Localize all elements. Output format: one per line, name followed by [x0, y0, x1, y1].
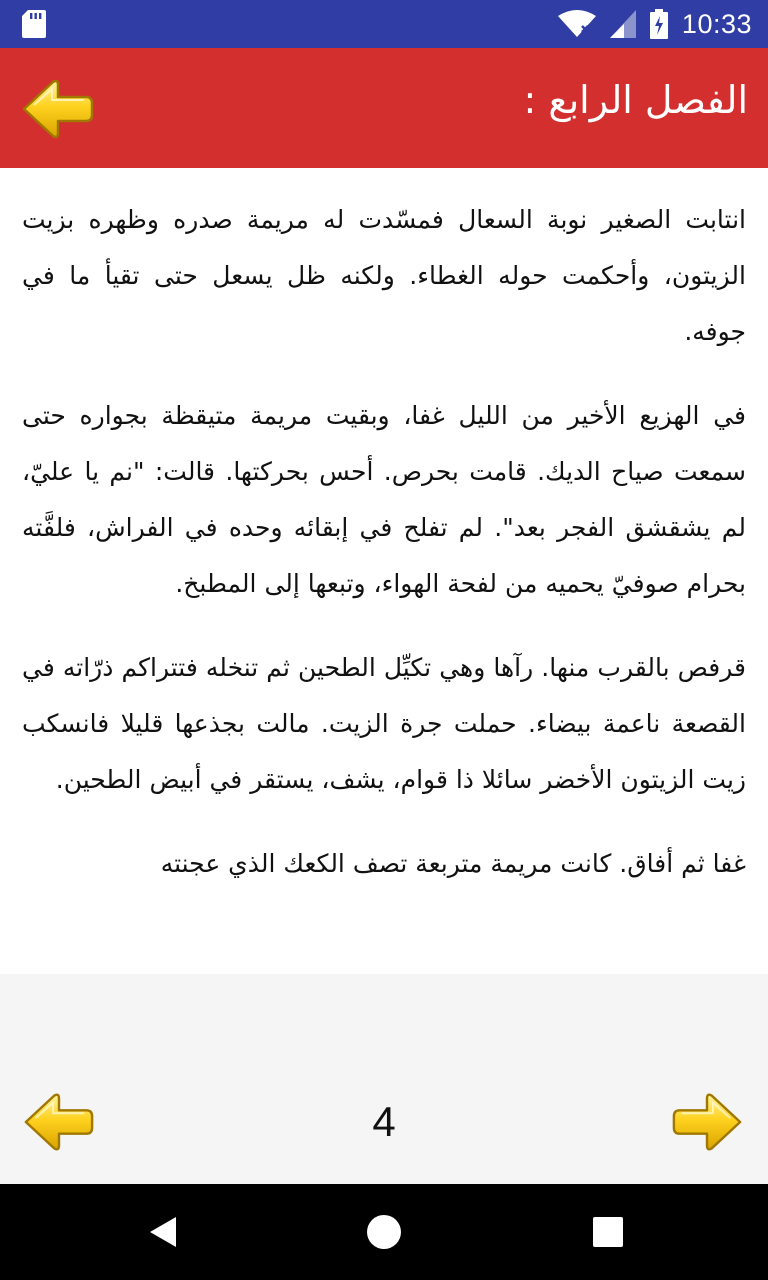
home-circle-icon[interactable]	[366, 1214, 402, 1250]
clock: 10:33	[681, 8, 752, 39]
app-header	[0, 48, 768, 168]
paragraph: غفا ثم أفاق. كانت مريمة متربعة تصف الكعك الذي عجنته	[160, 849, 746, 878]
story-text-area[interactable]	[0, 168, 768, 974]
page-number: 4	[372, 1098, 396, 1145]
next-page-button[interactable]	[670, 1090, 744, 1154]
wifi-icon	[558, 10, 596, 38]
previous-page-button[interactable]	[22, 1090, 96, 1154]
battery-charging-icon	[650, 9, 668, 39]
paragraph: في الهزيع الأخير من الليل غفا، وبقيت مريمة متيقظة بجواره حتى سمعت صياح الديك. قامت بحرص. أحس بحركتها. قالت: "نم يا عليّ، لم يشقشق الفجر بعد". لم تفلح في إبقائه وحده في الفراش، فلفَّته بحرام صوفيّ يحميه من لفحة الهواء، وتبعها إلى المطبخ.	[22, 401, 746, 598]
status-bar	[0, 0, 768, 48]
back-button[interactable]	[20, 78, 96, 140]
sd-card-icon	[22, 10, 46, 38]
chapter-title: الفصل الرابع :	[523, 78, 748, 122]
arrow-left-icon	[22, 1090, 96, 1154]
system-navigation-bar	[0, 1184, 768, 1280]
back-triangle-icon[interactable]	[146, 1214, 182, 1250]
signal-icon	[610, 10, 636, 38]
arrow-right-icon	[670, 1090, 744, 1154]
page-navigation	[0, 974, 768, 1184]
paragraph: قرفص بالقرب منها. رآها وهي تكيِّل الطحين ثم تنخله فتتراكم ذرّاته في القصعة ناعمة بيضاء. حملت جرة الزيت. مالت بجذعها قليلا فانسكب زيت الزيتون الأخضر سائلا ذا قوام، يشف، يستقر في أبيض الطحين.	[22, 653, 746, 794]
arrow-left-icon	[20, 78, 96, 140]
recents-square-icon[interactable]	[590, 1214, 626, 1250]
paragraph: انتابت الصغير نوبة السعال فمسّدت له مريمة صدره وظهره بزيت الزيتون، وأحكمت حوله الغطاء. ولكنه ظل يسعل حتى تقيأ ما في جوفه.	[22, 205, 746, 346]
